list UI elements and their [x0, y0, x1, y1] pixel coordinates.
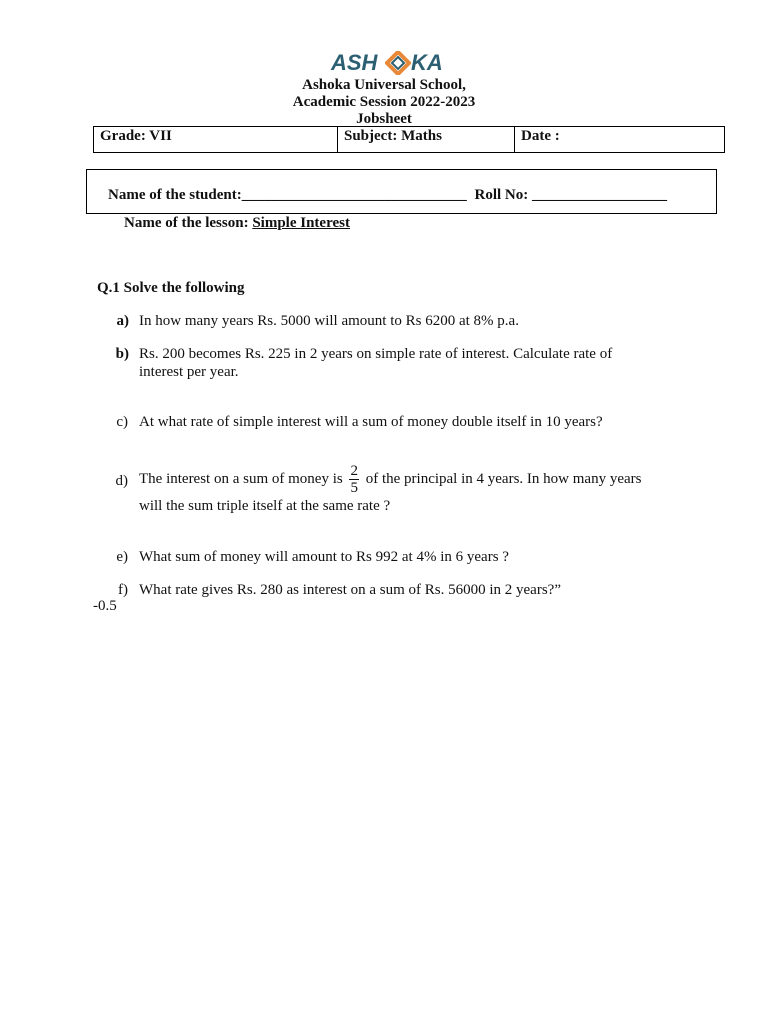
item-label: d)	[115, 473, 128, 489]
question-item-b-line1: Rs. 200 becomes Rs. 225 in 2 years on simple rate of interest. Calculate rate of	[139, 346, 613, 362]
logo-text-left: ASH	[331, 50, 378, 75]
school-logo	[331, 50, 441, 76]
question-item-a: In how many years Rs. 5000 will amount to Rs 6200 at 8% p.a.	[139, 313, 519, 329]
fraction-numerator: 2	[350, 463, 358, 479]
question-d-text-after: of the principal in 4 years. In how many years	[365, 470, 642, 487]
fraction	[349, 463, 359, 496]
grade-cell: Grade: VII	[100, 128, 172, 144]
item-label: b)	[115, 346, 129, 362]
question-item-d-line1	[139, 463, 641, 496]
school-name: Ashoka Universal School,	[302, 77, 466, 93]
subject-cell: Subject: Maths	[344, 128, 442, 144]
logo-mark-icon	[385, 51, 411, 75]
fraction-denominator: 5	[350, 480, 358, 496]
item-label: c)	[116, 414, 128, 430]
question-title: Q.1 Solve the following	[97, 280, 245, 296]
question-item-f: What rate gives Rs. 280 as interest on a sum of Rs. 56000 in 2 years?”	[139, 582, 561, 598]
item-label: f)	[118, 582, 128, 598]
lesson-line	[124, 214, 350, 232]
student-info-box	[86, 169, 717, 214]
question-item-e: What sum of money will amount to Rs 992 at 4% in 6 years ?	[139, 549, 509, 565]
question-item-b-line2: interest per year.	[139, 364, 239, 380]
document-title: Jobsheet	[356, 111, 412, 127]
roll-number-label: Roll No: __________________	[474, 187, 667, 203]
question-item-c: At what rate of simple interest will a sum of money double itself in 10 years?	[139, 414, 603, 430]
date-cell: Date :	[521, 128, 560, 144]
item-label: e)	[116, 549, 128, 565]
question-item-d-line2: will the sum triple itself at the same rate ?	[139, 498, 391, 514]
student-name-field	[108, 186, 667, 204]
question-d-text-before: The interest on a sum of money is	[139, 470, 343, 487]
lesson-label: Name of the lesson:	[124, 215, 249, 231]
lesson-name: Simple Interest	[252, 215, 350, 231]
logo-text-right: KA	[411, 50, 443, 75]
grade-subject-date-table	[93, 126, 725, 153]
item-label: a)	[116, 313, 129, 329]
score-note: -0.5	[93, 598, 117, 614]
academic-session: Academic Session 2022-2023	[292, 94, 476, 110]
student-name-label: Name of the student:______________________________	[108, 187, 467, 203]
